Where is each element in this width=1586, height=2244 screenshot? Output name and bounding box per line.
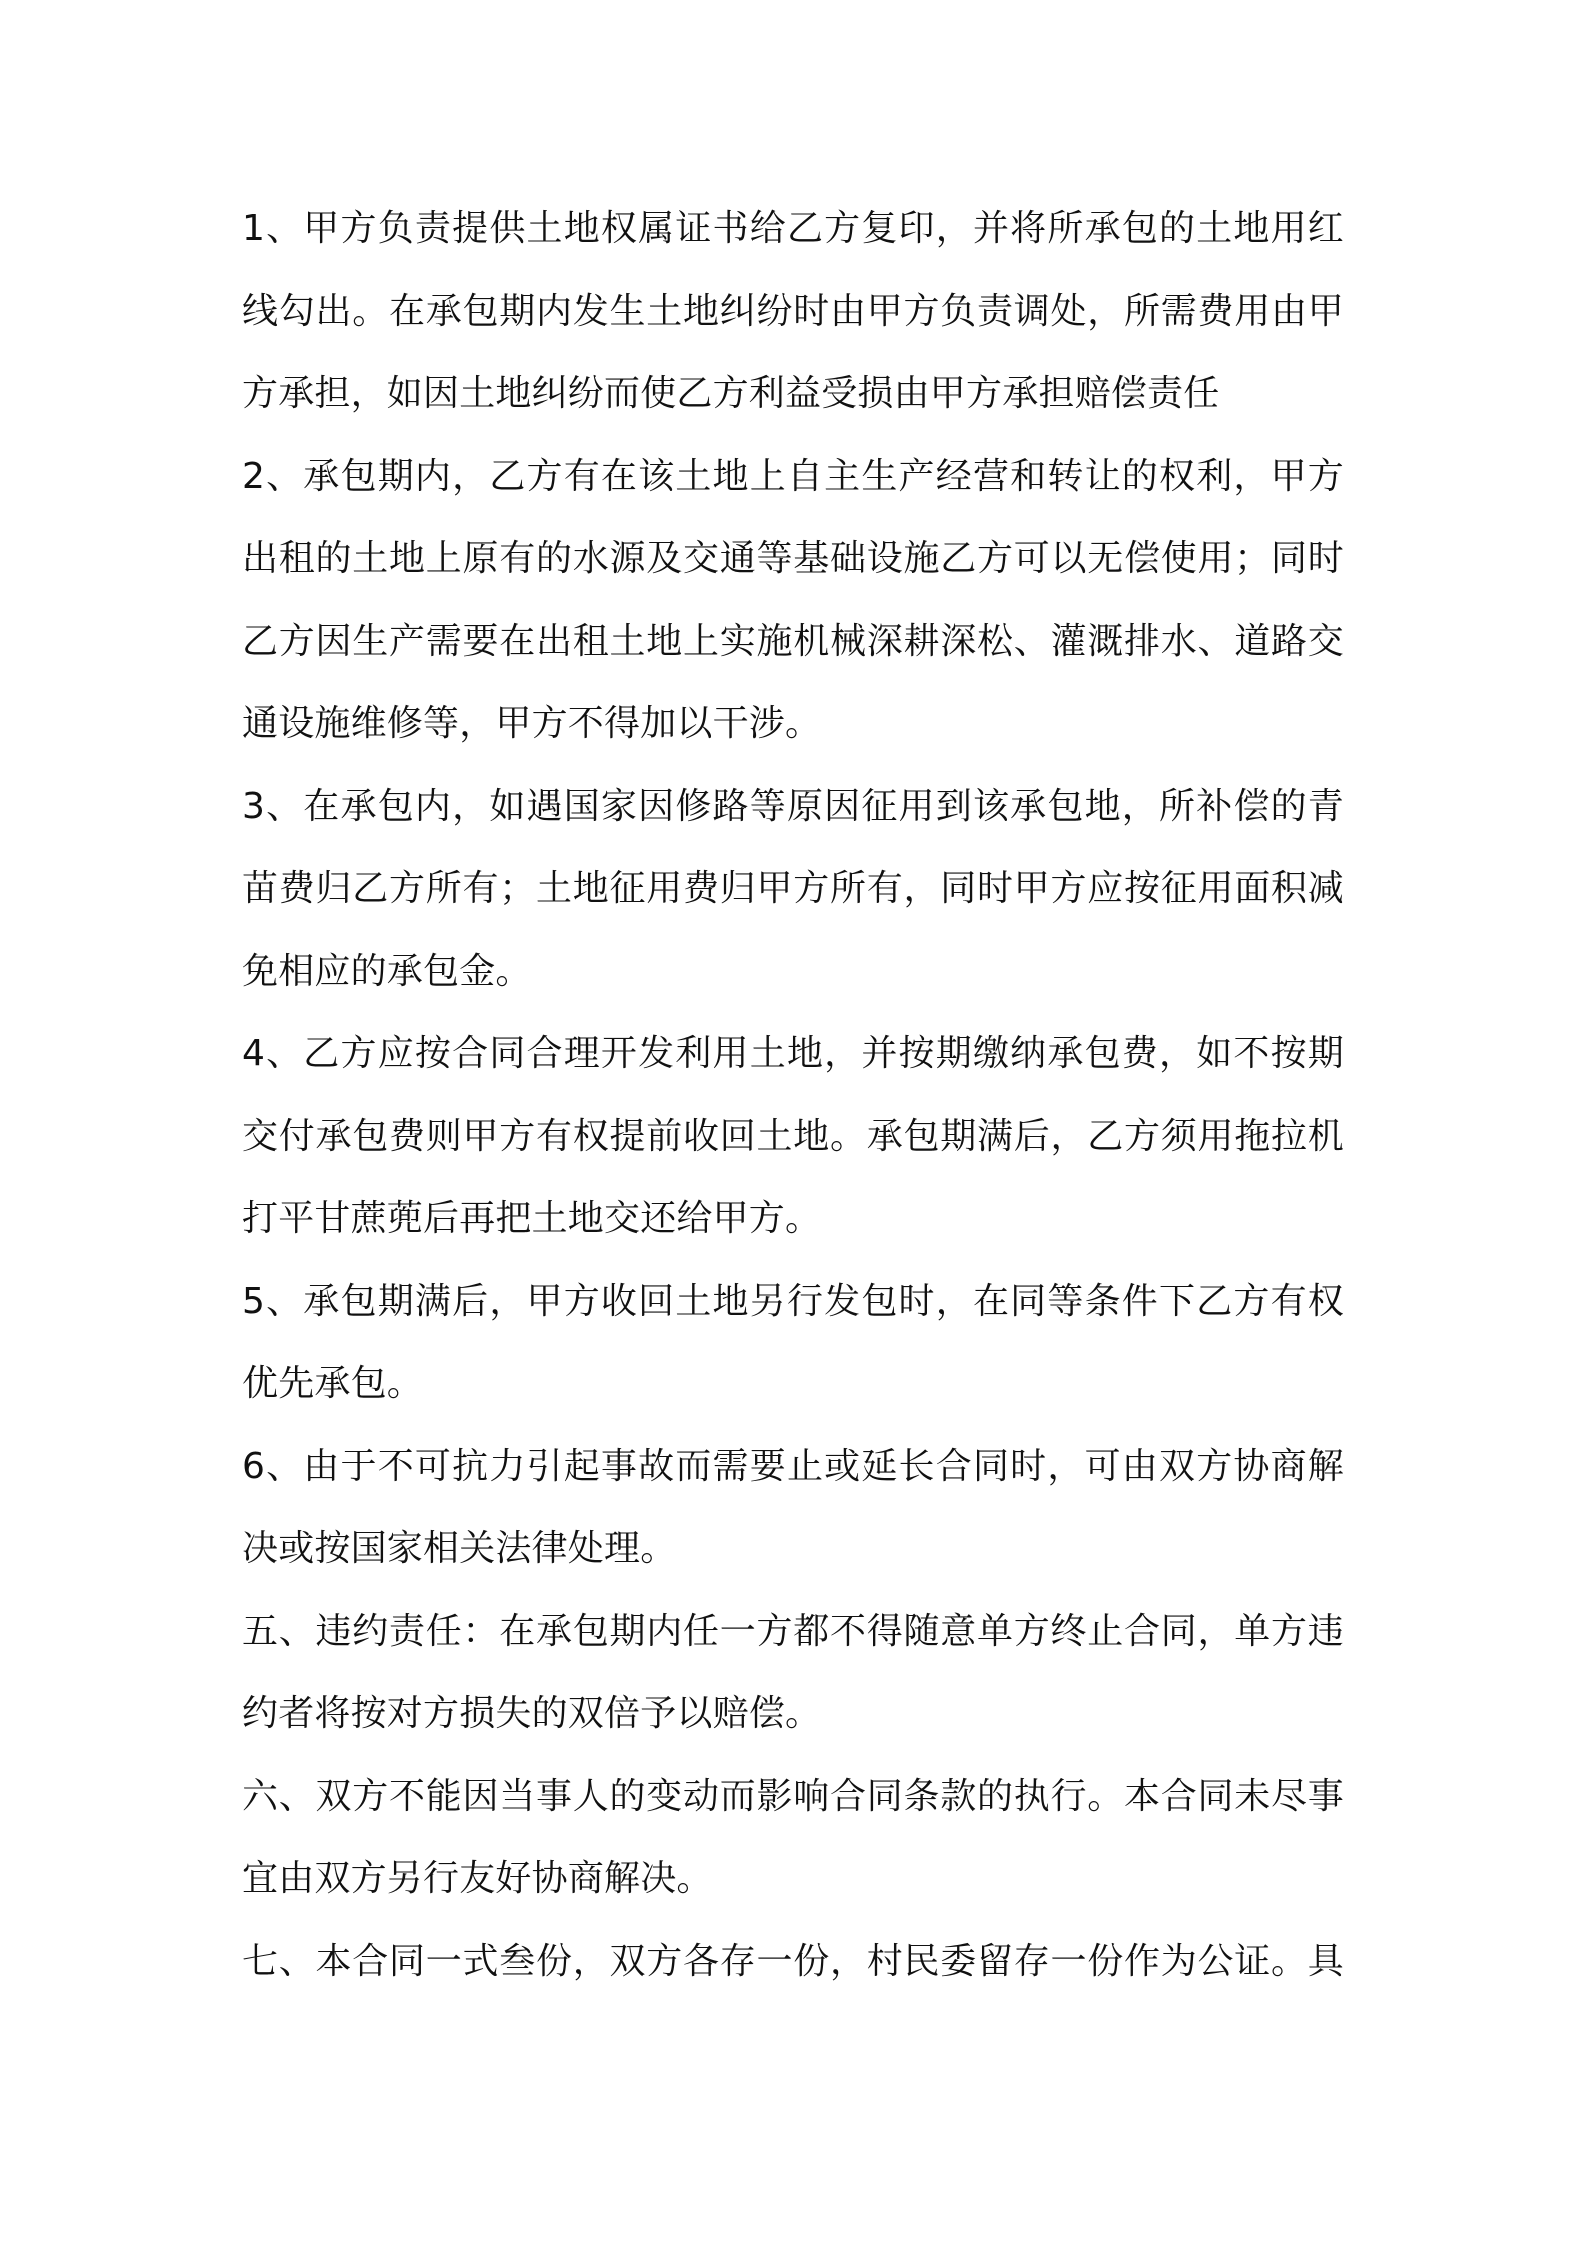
- text-line-1: 1、甲方负责提供土地权属证书给乙方复印，并将所承包的土地用红: [242, 208, 1344, 249]
- text-line-11: 4、乙方应按合同合理开发利用土地，并按期缴纳承包费，如不按期: [242, 1033, 1344, 1074]
- text-line-3: 方承担，如因土地纠纷而使乙方利益受损由甲方承担赔偿责任: [242, 373, 1220, 414]
- text-line-14: 5、承包期满后，甲方收回土地另行发包时，在同等条件下乙方有权: [242, 1280, 1344, 1322]
- text-line-15: 优先承包。: [242, 1363, 424, 1404]
- text-line-19: 约者将按对方损失的双倍予以赔偿。: [242, 1693, 822, 1734]
- document-body: [242, 188, 1344, 2003]
- text-line-16: 6、由于不可抗力引起事故而需要止或延长合同时，可由双方协商解: [242, 1445, 1344, 1487]
- text-line-5: 出租的土地上原有的水源及交通等基础设施乙方可以无偿使用；同时: [242, 538, 1344, 579]
- text-line-2: 线勾出。在承包期内发生土地纠纷时由甲方负责调处，所需费用由甲: [242, 290, 1344, 332]
- text-line-7: 通设施维修等，甲方不得加以干涉。: [242, 703, 822, 744]
- text-line-13: 打平甘蔗蔸后再把土地交还给甲方。: [242, 1198, 822, 1239]
- text-line-18: 五、违约责任：在承包期内任一方都不得随意单方终止合同，单方违: [242, 1610, 1344, 1652]
- text-line-17: 决或按国家相关法律处理。: [242, 1528, 677, 1569]
- text-line-12: 交付承包费则甲方有权提前收回土地。承包期满后，乙方须用拖拉机: [242, 1115, 1344, 1157]
- text-line-10: 免相应的承包金。: [242, 950, 532, 992]
- text-line-9: 苗费归乙方所有；土地征用费归甲方所有，同时甲方应按征用面积减: [242, 868, 1344, 909]
- text-line-8: 3、在承包内，如遇国家因修路等原因征用到该承包地，所补偿的青: [242, 785, 1344, 827]
- text-line-6: 乙方因生产需要在出租土地上实施机械深耕深松、灌溉排水、道路交: [242, 620, 1344, 662]
- text-line-4: 2、承包期内，乙方有在该土地上自主生产经营和转让的权利，甲方: [242, 455, 1344, 497]
- text-line-21: 宜由双方另行友好协商解决。: [242, 1858, 713, 1899]
- text-line-20: 六、双方不能因当事人的变动而影响合同条款的执行。本合同未尽事: [242, 1775, 1344, 1817]
- text-line-22: 七、本合同一式叁份，双方各存一份，村民委留存一份作为公证。具: [242, 1940, 1344, 1982]
